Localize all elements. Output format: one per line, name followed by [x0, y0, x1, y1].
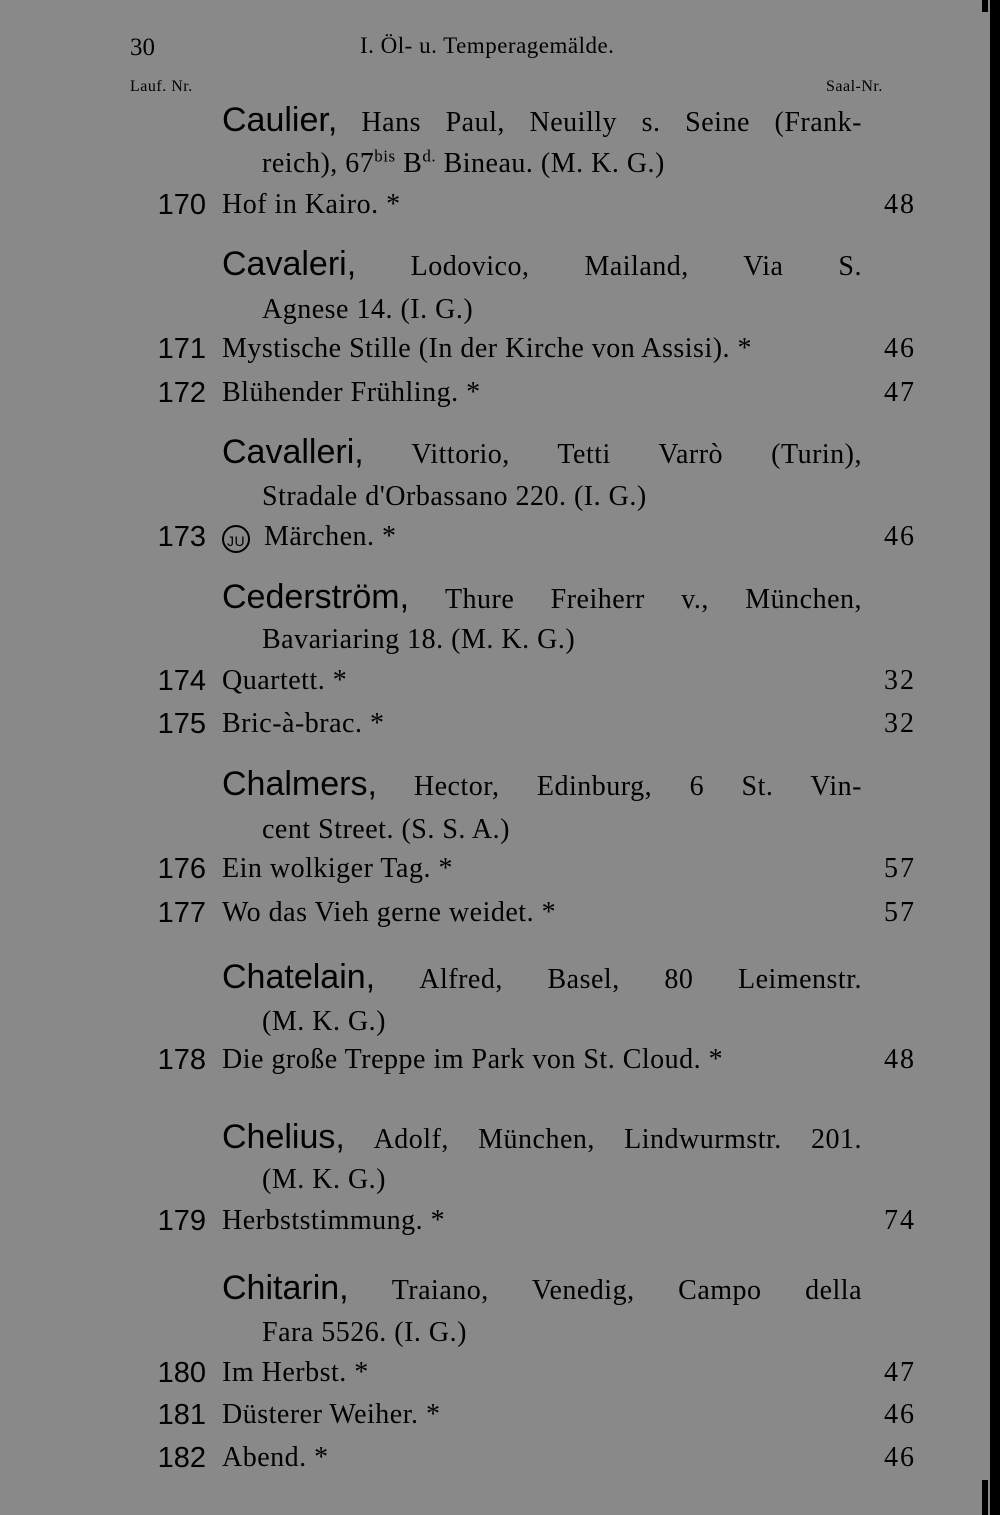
artist-address-continuation: (M. K. G.) — [262, 1006, 386, 1037]
artist-name: Cavaleri, — [222, 245, 357, 283]
room-number: 47 — [884, 377, 916, 408]
artwork-title: Hof in Kairo. * — [222, 189, 401, 220]
catalog-number: 177 — [157, 897, 206, 929]
room-number: 48 — [884, 1044, 916, 1075]
room-number: 32 — [884, 708, 916, 739]
artist-name: Chalmers, — [222, 765, 377, 803]
artist-details: Hector, Edinburg, 6 St. Vin- — [413, 771, 863, 802]
artwork-title: Bric-à-brac. * — [222, 708, 385, 739]
catalog-number: 182 — [157, 1442, 206, 1474]
catalog-row — [140, 1442, 920, 1486]
catalog-number: 173 — [157, 521, 206, 553]
room-number: 46 — [884, 1442, 916, 1473]
catalog-number: 179 — [157, 1205, 206, 1237]
catalog-row — [140, 521, 920, 565]
catalog-number: 181 — [157, 1399, 206, 1431]
artist-details: Vittorio, Tetti Varrò (Turin), — [411, 439, 863, 470]
catalog-number: 176 — [157, 853, 206, 885]
artist-entry-heading — [222, 955, 862, 1002]
catalog-row — [140, 1205, 920, 1249]
room-number: 46 — [884, 333, 916, 364]
room-number: 47 — [884, 1357, 916, 1388]
artist-entry-heading — [222, 430, 862, 477]
page-number: 30 — [130, 34, 155, 61]
catalog-number: 180 — [157, 1357, 206, 1389]
artist-details: Thure Freiherr v., München, — [444, 584, 863, 615]
catalog-row — [140, 1357, 920, 1401]
artwork-title: JU Märchen. * — [222, 521, 397, 553]
artwork-title: Blühender Frühling. * — [222, 377, 481, 408]
catalog-row — [140, 708, 920, 752]
artwork-title: Mystische Stille (In der Kirche von Assisi). * — [222, 333, 753, 364]
catalog-row — [140, 189, 920, 233]
room-number: 74 — [884, 1205, 916, 1236]
room-number: 57 — [884, 897, 916, 928]
artist-name: Chelius, — [222, 1118, 345, 1156]
running-head: I. Öl- u. Temperagemälde. — [360, 33, 615, 58]
catalog-row — [140, 853, 920, 897]
catalog-row — [140, 1399, 920, 1443]
room-number: 32 — [884, 665, 916, 696]
artwork-title: Die große Treppe im Park von St. Cloud. * — [222, 1044, 724, 1075]
artist-details: Hans Paul, Neuilly s. Seine (Frank- — [361, 107, 862, 138]
artist-entry-heading — [222, 1115, 862, 1162]
room-number: 57 — [884, 853, 916, 884]
artist-name: Cederström, — [222, 578, 410, 616]
artist-details: Adolf, München, Lindwurmstr. 201. — [373, 1124, 862, 1155]
artwork-title: Wo das Vieh gerne weidet. * — [222, 897, 557, 928]
artist-address-continuation: reich), $67^{bis}$ $B^{d.}$ Bineau. (M. K. G.) — [262, 146, 665, 179]
artist-entry-heading — [222, 575, 862, 622]
artist-name: Chatelain, — [222, 958, 376, 996]
artist-details: Lodovico, Mailand, Via S. — [410, 251, 863, 282]
catalog-number: 171 — [157, 333, 206, 365]
room-number: 46 — [884, 521, 916, 552]
artist-address-continuation: Stradale d'Orbassano 220. (I. G.) — [262, 481, 647, 512]
catalog-row — [140, 1044, 920, 1088]
artist-entry-heading — [222, 762, 862, 809]
artist-address-continuation: cent Street. (S. S. A.) — [262, 814, 510, 845]
catalog-number: 174 — [157, 665, 206, 697]
page-edge-mark — [982, 0, 988, 12]
artist-entry-heading — [222, 242, 862, 289]
artwork-title: Abend. * — [222, 1442, 329, 1473]
artist-entry-heading — [222, 1266, 862, 1313]
catalog-row — [140, 897, 920, 941]
column-label-lauf-nr: Lauf. Nr. — [130, 78, 193, 95]
catalog-number: 178 — [157, 1044, 206, 1076]
room-number: 46 — [884, 1399, 916, 1430]
jury-seal-icon: JU — [222, 525, 250, 553]
artwork-title: Herbststimmung. * — [222, 1205, 446, 1236]
artist-address-continuation: Agnese 14. (I. G.) — [262, 294, 474, 325]
artist-name: Chitarin, — [222, 1269, 349, 1307]
catalog-row — [140, 377, 920, 421]
artist-name: Cavalleri, — [222, 433, 364, 471]
page-edge-mark — [982, 1480, 988, 1515]
artist-details: Traiano, Venedig, Campo della — [391, 1275, 863, 1306]
artist-name: Caulier, — [222, 101, 338, 139]
catalog-number: 172 — [157, 377, 206, 409]
artist-entry-heading — [222, 98, 862, 145]
artwork-title: Im Herbst. * — [222, 1357, 369, 1388]
room-number: 48 — [884, 189, 916, 220]
artwork-title: Quartett. * — [222, 665, 348, 696]
artist-address-continuation: Bavariaring 18. (M. K. G.) — [262, 624, 576, 655]
artist-address-continuation: Fara 5526. (I. G.) — [262, 1317, 467, 1348]
catalog-number: 170 — [157, 189, 206, 221]
artwork-title: Düsterer Weiher. * — [222, 1399, 441, 1430]
catalog-number: 175 — [157, 708, 206, 740]
catalog-row — [140, 333, 920, 377]
column-label-saal-nr: Saal-Nr. — [826, 78, 883, 95]
catalog-row — [140, 665, 920, 709]
artist-details: Alfred, Basel, 80 Leimenstr. — [419, 964, 862, 995]
artwork-title: Ein wolkiger Tag. * — [222, 853, 453, 884]
artist-address-continuation: (M. K. G.) — [262, 1164, 386, 1195]
